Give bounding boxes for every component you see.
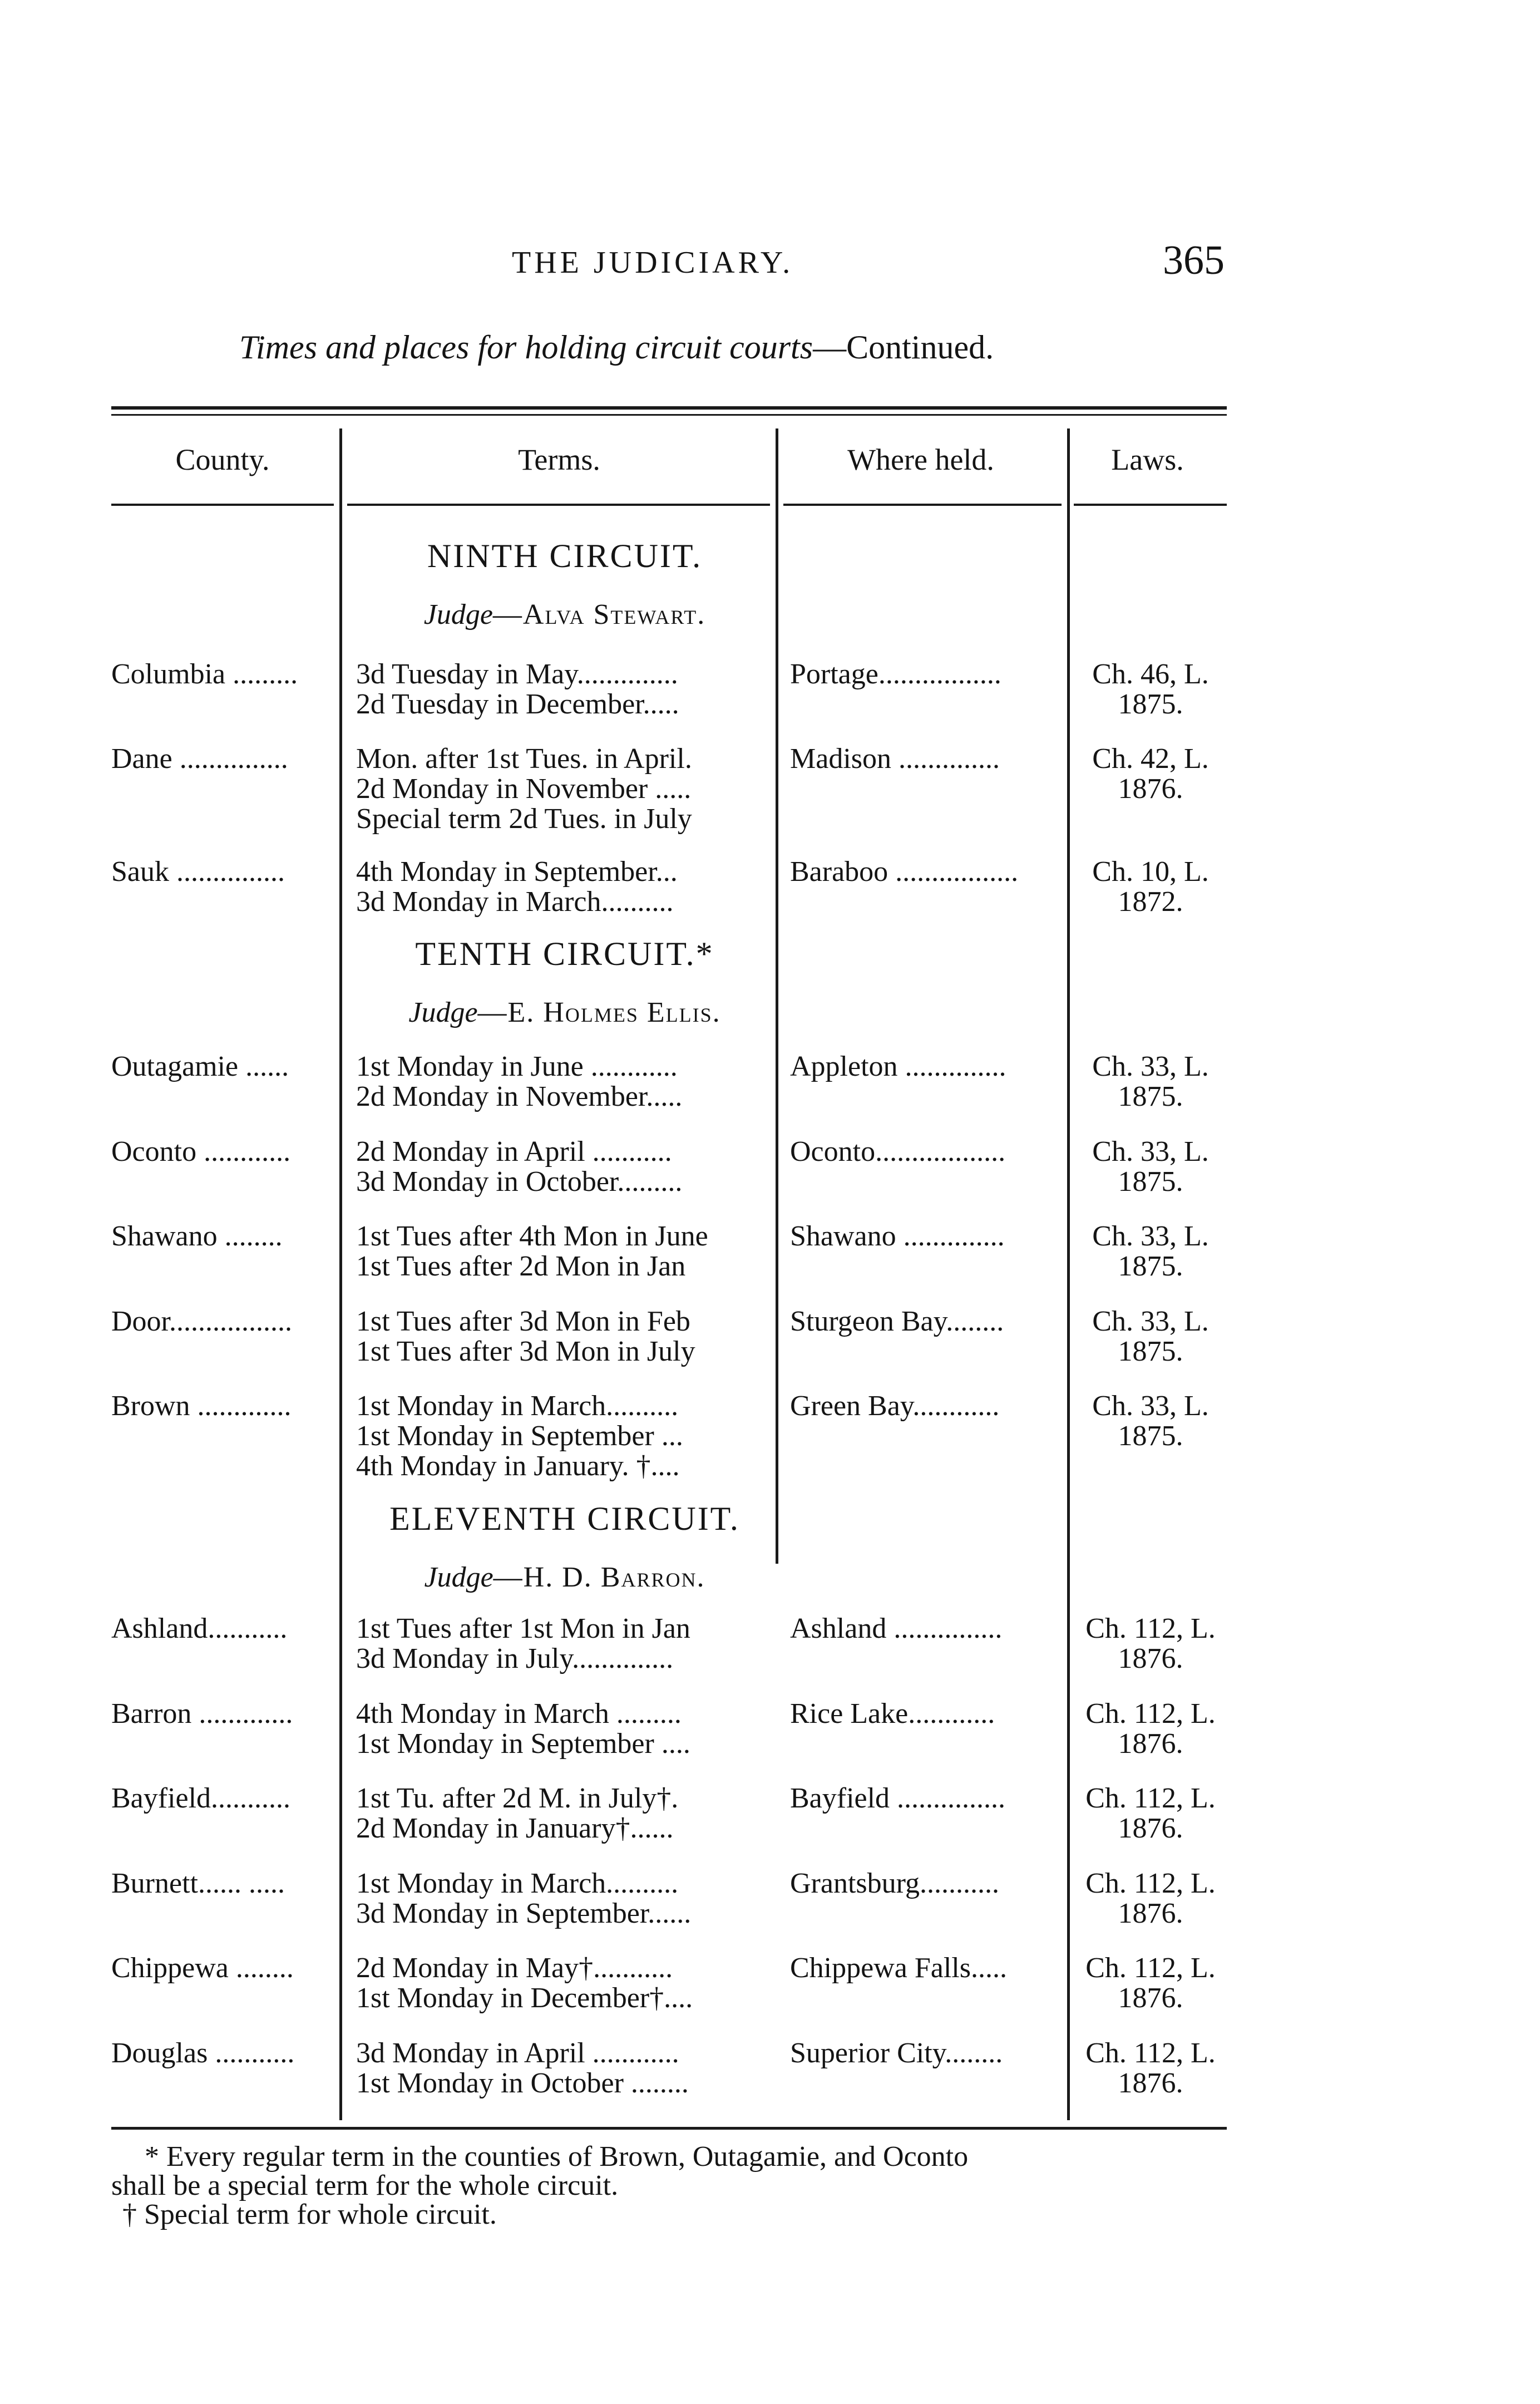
terms-cell [356,1953,773,2013]
term-line: 1st Monday in October ........ [356,2068,689,2098]
county-cell: Dane ............... [111,743,288,775]
term-line: 1st Monday in March.......... [356,1391,679,1421]
term-line: 4th Monday in September... [356,857,678,887]
page-number: 365 [1163,238,1225,283]
law-chapter: Ch. 33, L. [1092,1220,1209,1252]
county-cell: Sauk ............... [111,856,285,888]
judge-name: —H. D. Barron. [493,1561,705,1593]
header-underline-laws [1074,504,1227,506]
terms-cell [356,1307,773,1367]
header-underline-county [111,504,334,506]
county-cell: Burnett...... ..... [111,1868,285,1899]
caption-suffix: —Continued. [813,329,994,366]
running-head [0,238,1540,289]
column-header-terms: Terms. [518,443,600,476]
laws-cell [1084,744,1217,804]
where-held-cell: Ashland ............... [790,1613,1003,1644]
terms-cell [356,1869,773,1929]
law-chapter: Ch. 10, L. [1092,856,1209,888]
law-chapter: Ch. 112, L. [1085,1952,1216,1984]
county-cell: Brown ............. [111,1390,292,1422]
term-line: Special term 2d Tues. in July [356,804,692,834]
footnote-asterisk-cont: shall be a special term for the whole circuit. [111,2170,619,2201]
term-line: 1st Tues after 1st Mon in Jan [356,1614,690,1644]
law-year: 1872. [1118,886,1183,918]
header-underline-terms [347,504,770,506]
where-held-cell: Sturgeon Bay........ [790,1306,1004,1337]
term-line: 3d Monday in July.............. [356,1644,674,1674]
term-line: 2d Tuesday in December..... [356,689,679,720]
term-line: 1st Tues after 2d Mon in Jan [356,1252,686,1282]
terms-cell [356,744,773,834]
laws-cell [1084,1307,1217,1367]
law-year: 1875. [1118,688,1183,720]
term-line: 1st Monday in March.......... [356,1869,679,1899]
where-held-cell: Bayfield ............... [790,1782,1006,1814]
footnotes [111,2142,1224,2229]
county-cell: Oconto ............ [111,1136,291,1167]
top-rule-thin [111,414,1227,416]
where-held-cell: Green Bay............ [790,1390,1000,1422]
caption-italic: Times and places for holding circuit courts [239,329,813,366]
term-line: 1st Monday in December†.... [356,1983,693,2013]
term-line: 2d Monday in November..... [356,1082,683,1112]
where-held-cell: Grantsburg........... [790,1868,1000,1899]
law-year: 1875. [1118,1336,1183,1367]
top-rule-thick [111,406,1227,410]
footnote-dagger: † Special term for whole circuit. [122,2199,497,2230]
laws-cell [1084,1391,1217,1451]
column-header-where: Where held. [847,443,994,476]
term-line: 1st Tu. after 2d M. in July†. [356,1784,679,1814]
running-title: THE JUDICIARY. [512,245,794,280]
terms-cell [356,1137,773,1197]
terms-cell [356,1391,773,1481]
terms-cell [356,1699,773,1759]
term-line: 2d Monday in May†........... [356,1953,673,1983]
laws-cell [1084,659,1217,720]
where-held-cell: Oconto.................. [790,1136,1006,1167]
county-cell: Shawano ........ [111,1220,283,1252]
judge-label: Judge [424,1561,493,1593]
terms-cell [356,1221,773,1282]
law-chapter: Ch. 33, L. [1092,1390,1209,1422]
law-chapter: Ch. 112, L. [1085,1782,1216,1814]
column-header-laws: Laws. [1111,443,1184,476]
column-divider-1 [339,428,342,2120]
law-chapter: Ch. 112, L. [1085,2037,1216,2069]
term-line: 2d Monday in November ..... [356,774,692,804]
term-line: 3d Monday in October......... [356,1167,683,1197]
terms-cell [356,1614,773,1674]
judge-label: Judge [408,997,478,1028]
county-cell: Chippewa ........ [111,1952,294,1984]
laws-cell [1084,1699,1217,1759]
county-cell: Outagamie ...... [111,1051,289,1082]
bottom-rule [111,2127,1227,2130]
law-year: 1876. [1118,1898,1183,1929]
law-chapter: Ch. 33, L. [1092,1306,1209,1337]
term-line: 4th Monday in January. †.... [356,1451,680,1481]
circuit-title-eleventh: ELEVENTH CIRCUIT. [389,1500,740,1537]
circuit-title-tenth: TENTH CIRCUIT.* [415,935,714,972]
laws-cell [1084,1052,1217,1112]
county-cell: Douglas ........... [111,2037,295,2069]
judge-label: Judge [423,599,493,630]
law-chapter: Ch. 112, L. [1085,1698,1216,1730]
term-line: 1st Tues after 3d Mon in July [356,1337,695,1367]
law-chapter: Ch. 33, L. [1092,1051,1209,1082]
county-cell: Columbia ......... [111,658,298,690]
judge-line-tenth [348,996,782,1029]
term-line: 4th Monday in March ......... [356,1699,682,1729]
footnote-asterisk: * Every regular term in the counties of Brown, Outagamie, and Oconto [145,2141,969,2173]
law-year: 1876. [1118,1982,1183,2014]
term-line: 2d Monday in April ........... [356,1137,672,1167]
term-line: Mon. after 1st Tues. in April. [356,744,692,774]
county-cell: Barron ............. [111,1698,293,1730]
where-held-cell: Rice Lake............ [790,1698,995,1730]
term-line: 1st Tues after 4th Mon in June [356,1221,708,1252]
law-year: 1875. [1118,1250,1183,1282]
term-line: 3d Monday in March.......... [356,887,674,917]
laws-cell [1084,1869,1217,1929]
law-chapter: Ch. 112, L. [1085,1613,1216,1644]
laws-cell [1084,1614,1217,1674]
judge-name: —E. Holmes Ellis. [477,997,721,1028]
term-line: 1st Tues after 3d Mon in Feb [356,1307,690,1337]
circuit-title-ninth: NINTH CIRCUIT. [427,538,703,574]
term-line: 1st Monday in September ... [356,1421,683,1451]
county-cell: Door................. [111,1306,292,1337]
where-held-cell: Chippewa Falls..... [790,1952,1007,1984]
law-year: 1876. [1118,2067,1183,2099]
where-held-cell: Madison .............. [790,743,1000,775]
law-year: 1875. [1118,1420,1183,1452]
terms-cell [356,1052,773,1112]
where-held-cell: Baraboo ................. [790,856,1019,888]
term-line: 3d Monday in September...... [356,1899,692,1929]
header-underline-where [783,504,1062,506]
terms-cell [356,2038,773,2098]
county-cell: Ashland........... [111,1613,288,1644]
laws-cell [1084,1221,1217,1282]
law-year: 1876. [1118,1812,1183,1844]
county-cell: Bayfield........... [111,1782,291,1814]
where-held-cell: Shawano .............. [790,1220,1005,1252]
laws-cell [1084,1953,1217,2013]
law-year: 1876. [1118,1728,1183,1760]
where-held-cell: Superior City........ [790,2037,1003,2069]
term-line: 3d Tuesday in May.............. [356,659,678,689]
column-divider-3 [1067,428,1070,2120]
judge-line-eleventh [348,1561,782,1594]
where-held-cell: Appleton .............. [790,1051,1006,1082]
table-caption [239,328,994,367]
law-year: 1875. [1118,1081,1183,1112]
law-chapter: Ch. 33, L. [1092,1136,1209,1167]
laws-cell [1084,1137,1217,1197]
law-year: 1876. [1118,773,1183,805]
law-chapter: Ch. 46, L. [1092,658,1209,690]
laws-cell [1084,1784,1217,1844]
term-line: 2d Monday in January†...... [356,1814,674,1844]
term-line: 3d Monday in April ............ [356,2038,679,2068]
law-year: 1876. [1118,1643,1183,1674]
column-header-county: County. [175,443,270,476]
laws-cell [1084,2038,1217,2098]
law-chapter: Ch. 42, L. [1092,743,1209,775]
laws-cell [1084,857,1217,917]
judge-line-ninth [348,598,782,631]
law-year: 1875. [1118,1166,1183,1198]
terms-cell [356,1784,773,1844]
term-line: 1st Monday in June ............ [356,1052,678,1082]
judge-name: —Alva Stewart. [492,599,706,630]
where-held-cell: Portage................. [790,658,1001,690]
terms-cell [356,857,773,917]
law-chapter: Ch. 112, L. [1085,1868,1216,1899]
term-line: 1st Monday in September .... [356,1729,690,1759]
terms-cell [356,659,773,720]
